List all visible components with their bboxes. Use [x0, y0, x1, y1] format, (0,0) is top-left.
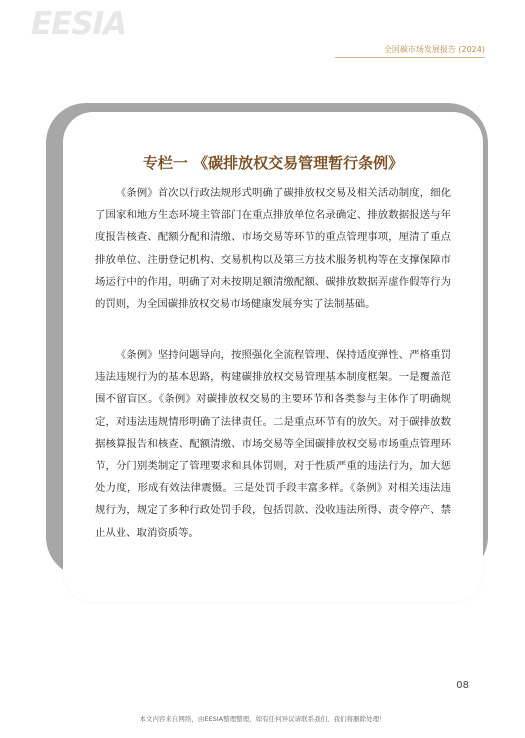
footer-note: 本文内容来自网络，由EESIA整理整理，如有任何异议请联系我们，我们将删除处理！ — [139, 715, 386, 723]
eesia-logo: EESIA — [31, 6, 127, 42]
info-box — [63, 112, 483, 602]
header-divider — [335, 57, 485, 58]
box-paragraph: 《条例》坚持问题导向，按照强化全流程管理、保持适度弹性、严格重罚违法违规行为的基本思路，构建碳排放权交易管理基本制度框架。一是覆盖范围不留盲区。《条例》对碳排放权交易的主要环节和各类参与主体作了明确规定，对违法违规情形明确了法律责任。二是重点环节有的放矢。对于碳排放数据核算报告和核查、配额清缴、市场交易等全国碳排放权交易市场重点管理环节，分门别类制定了管理要求和具体罚则，对于性质严重的违法行为，加大惩处力度，形成有效法律震慑。三是处罚手段丰富多样。《条例》对相关违法违规行为，规定了多种行政处罚手段，包括罚款、没收违法所得、责令停产、禁止从业、取消资质等。 — [95, 349, 451, 539]
box-paragraph: 《条例》首次以行政法规形式明确了碳排放权交易及相关活动制度，细化了国家和地方生态环境主管部门在重点排放单位名录确定、排放数据报送与年度报告核查、配额分配和清缴、市场交易等环节的重点管理事项，厘清了重点排放单位、注册登记机构、交易机构以及第三方技术服务机构等在支撑保障市场运行中的作用，明确了对未按期足额清缴配额、碳排放数据弄虚作假等行为的罚则，为全国碳排放权交易市场健康发展夯实了法制基础。 — [95, 187, 451, 311]
box-title: 专栏一 《碳排放权交易管理暂行条例》 — [142, 154, 404, 172]
report-title: 全国碳市场发展报告 (2024) — [383, 45, 485, 54]
page-number: 08 — [456, 680, 469, 691]
